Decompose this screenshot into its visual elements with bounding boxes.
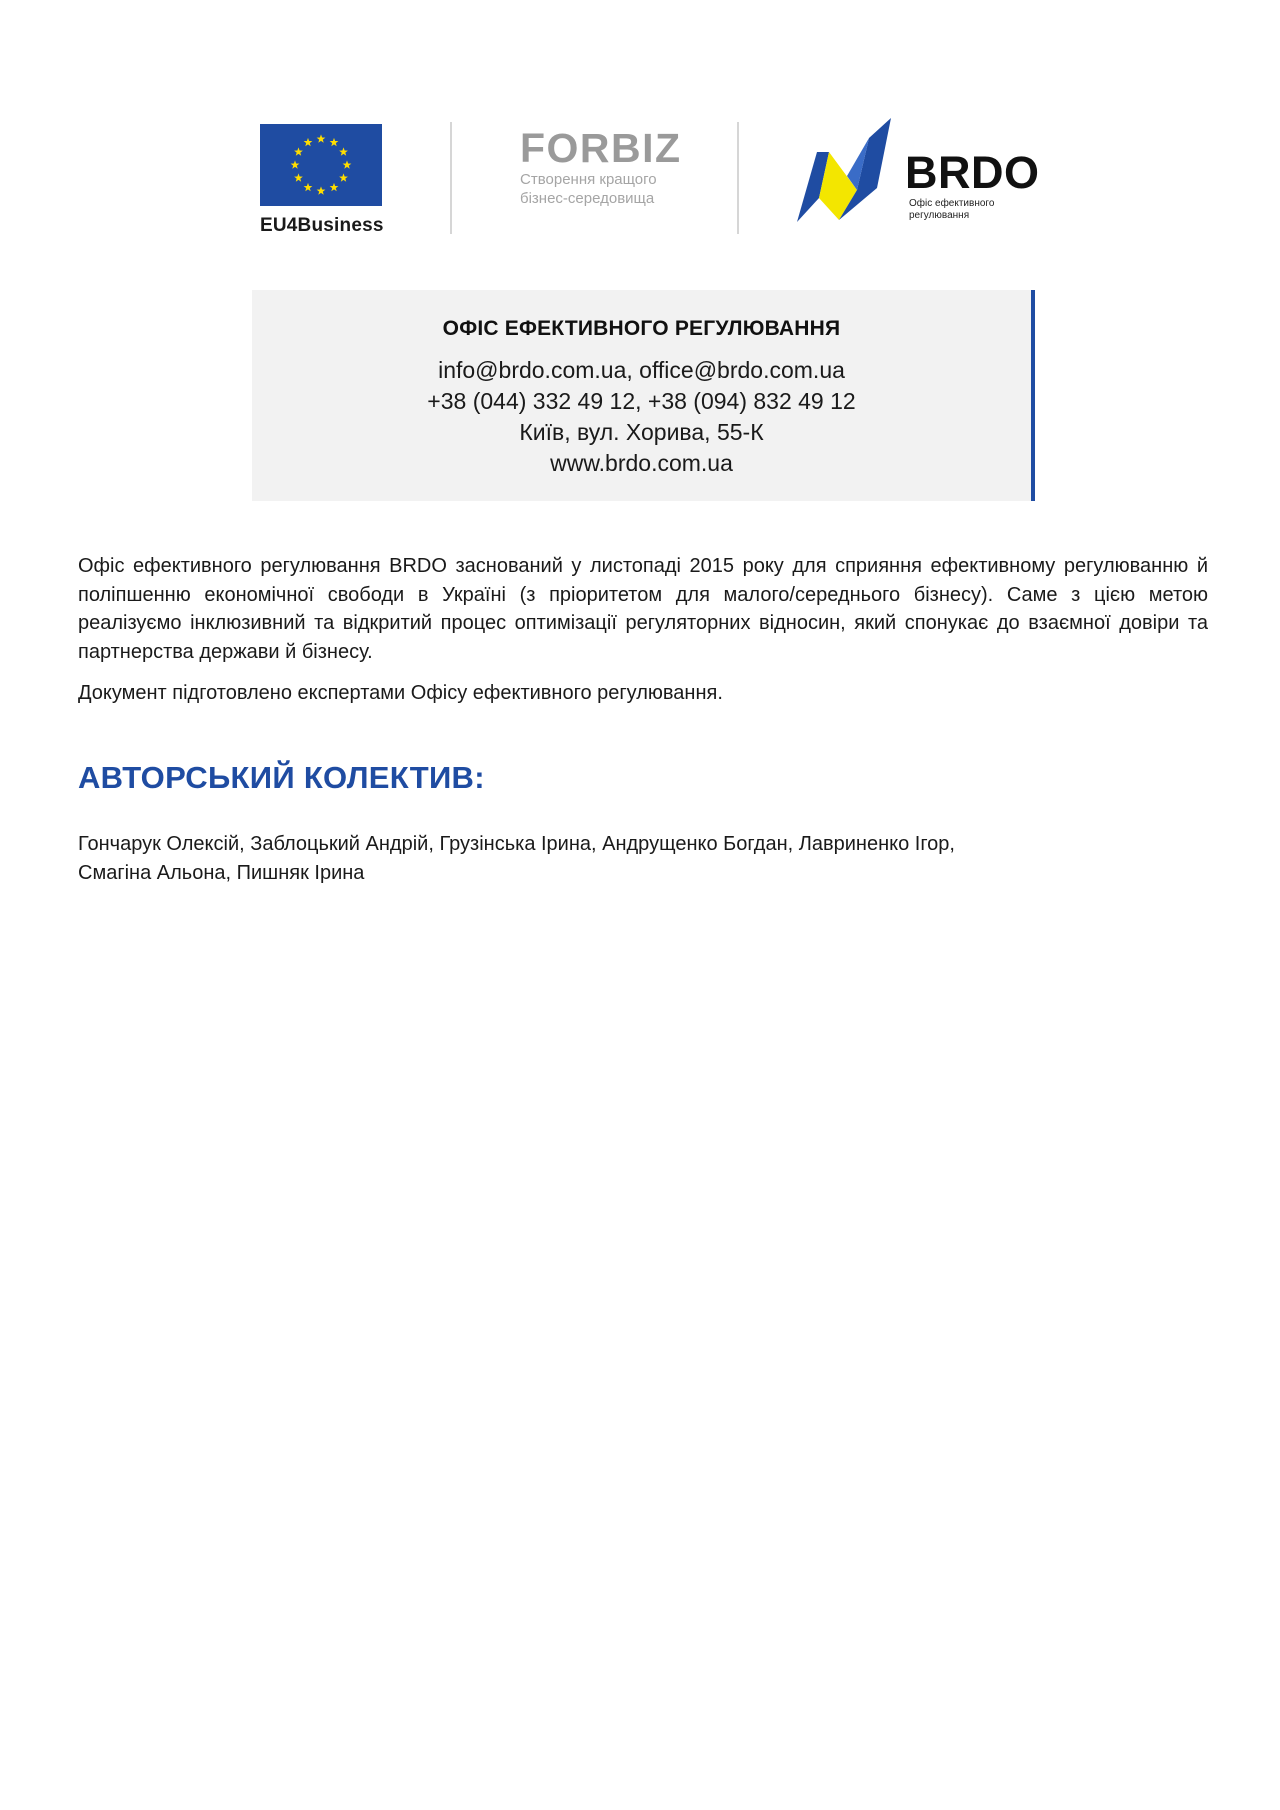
contact-phones: +38 (044) 332 49 12, +38 (094) 832 49 12 xyxy=(427,388,856,414)
authors-line: Гончарук Олексій, Заблоцький Андрій, Грузінська Ірина, Андрущенко Богдан, Лавриненко Ігор, xyxy=(78,833,955,855)
brdo-logo xyxy=(795,116,1040,236)
contact-box xyxy=(252,290,1035,501)
forbiz-tagline-line: бізнес-середовища xyxy=(520,190,655,207)
contact-title: ОФІС ЕФЕКТИВНОГО РЕГУЛЮВАННЯ xyxy=(442,317,841,340)
contact-website: www.brdo.com.ua xyxy=(550,450,733,476)
authors-list xyxy=(78,830,1208,888)
brdo-tagline-line: Офіс ефективного xyxy=(909,198,995,209)
brdo-wordmark: BRDO xyxy=(905,147,1040,198)
brdo-mark-icon xyxy=(795,116,915,228)
brdo-tagline-line: регулювання xyxy=(909,210,970,221)
logo-header xyxy=(0,112,1280,242)
logo-divider xyxy=(737,122,739,234)
eu-flag-icon xyxy=(260,124,382,206)
forbiz-tagline-line: Створення кращого xyxy=(520,171,657,188)
prepared-by-note: Документ підготовлено експертами Офісу ефективного регулювання. xyxy=(78,682,723,704)
contact-emails: info@brdo.com.ua, office@brdo.com.ua xyxy=(438,357,845,383)
about-paragraph: Офіс ефективного регулювання BRDO заснований у листопаді 2015 року для сприяння ефективному регулюванню й поліпшенню економічної свободи в Україні (з пріоритетом для малого/середнього бізнесу). Саме з цією метою реалізуємо інклюзивний та відкритий процес оптимізації регуляторних відносин, який спонукає до взаємної довіри та партнерства держави й бізнесу. xyxy=(78,555,1208,663)
contact-address: Київ, вул. Хорива, 55-К xyxy=(519,419,764,445)
eu4business-caption: EU4Business xyxy=(260,215,384,236)
forbiz-logo xyxy=(520,126,680,208)
forbiz-wordmark: FORBIZ xyxy=(520,125,682,171)
brdo-tagline xyxy=(909,198,1019,222)
eu4business-logo xyxy=(260,124,382,237)
authors-line: Смагіна Альона, Пишняк Ірина xyxy=(78,862,365,884)
authors-heading: АВТОРСЬКИЙ КОЛЕКТИВ: xyxy=(78,760,485,795)
logo-divider xyxy=(450,122,452,234)
